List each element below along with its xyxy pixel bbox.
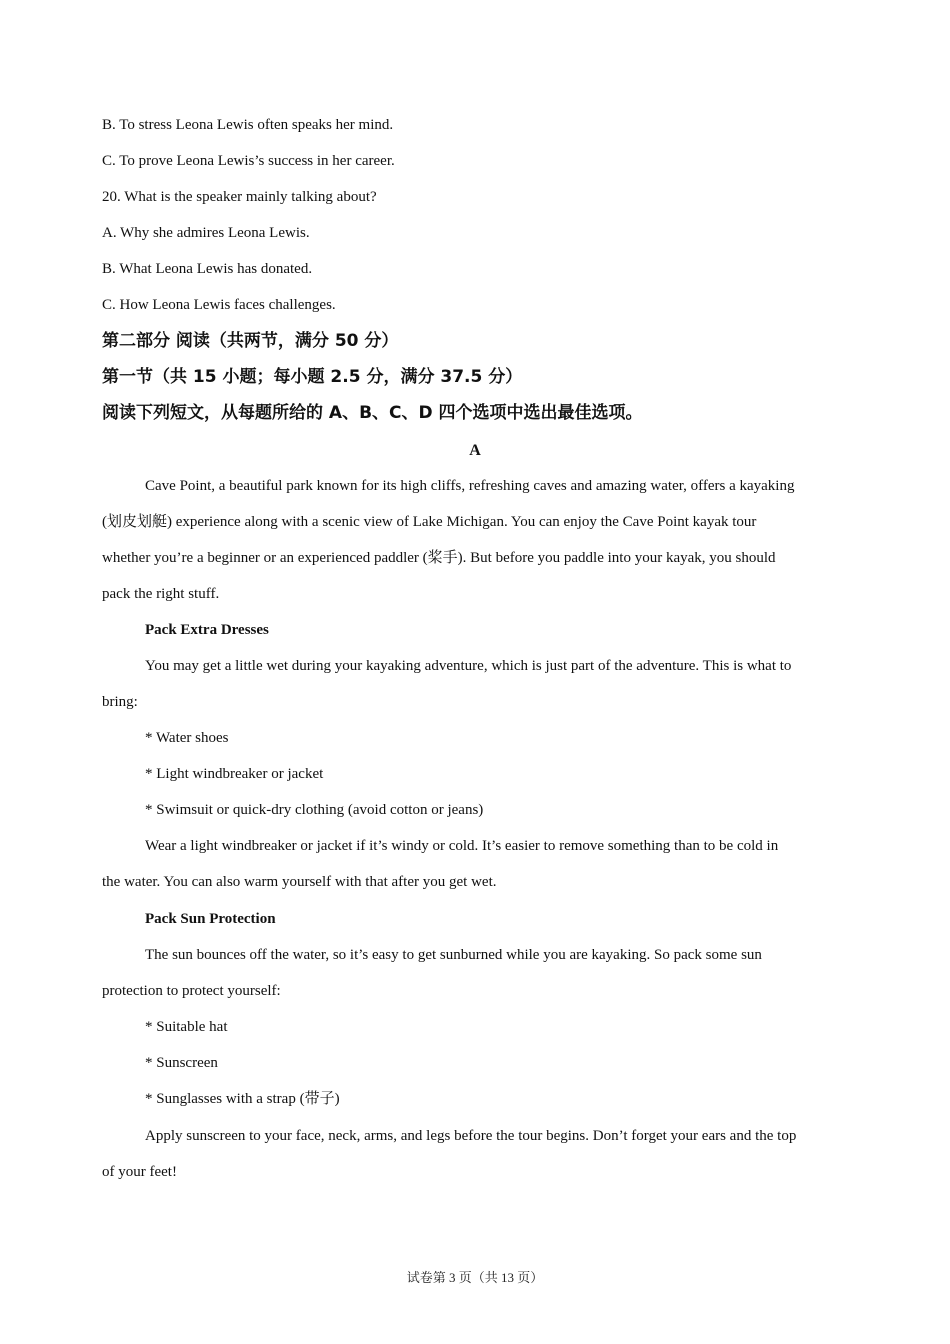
dresses-list-item: * Swimsuit or quick-dry clothing (avoid cotton or jeans) <box>145 802 484 818</box>
passage-intro-line: pack the right stuff. <box>102 586 220 602</box>
q20-option-a: A. Why she admires Leona Lewis. <box>102 225 310 241</box>
subheading-extra-dresses: Pack Extra Dresses <box>145 622 269 638</box>
sun-paragraph-line: protection to protect yourself: <box>102 983 281 999</box>
dresses-note-line: the water. You can also warm yourself with that after you get wet. <box>102 874 497 890</box>
sun-list-item: * Sunscreen <box>145 1055 218 1071</box>
sun-paragraph-line: The sun bounces off the water, so it’s easy to get sunburned while you are kayaking. So pack some sun <box>145 947 762 963</box>
q20-option-b: B. What Leona Lewis has donated. <box>102 261 313 277</box>
dresses-paragraph-line: You may get a little wet during your kayaking adventure, which is just part of the adventure. This is what to <box>145 658 792 674</box>
passage-label: A <box>469 442 481 459</box>
q20-option-c: C. How Leona Lewis faces challenges. <box>102 297 336 313</box>
q19-option-c: C. To prove Leona Lewis’s success in her career. <box>102 153 395 169</box>
section-title: 第一节（共 15 小题；每小题 2.5 分，满分 37.5 分） <box>102 367 523 387</box>
sun-note-line: Apply sunscreen to your face, neck, arms, and legs before the tour begins. Don’t forget your ears and the top <box>145 1128 797 1144</box>
reading-instruction: 阅读下列短文，从每题所给的 A、B、C、D 四个选项中选出最佳选项。 <box>102 403 643 423</box>
dresses-list-item: * Water shoes <box>145 730 229 746</box>
dresses-list-item: * Light windbreaker or jacket <box>145 766 324 782</box>
passage-intro-line: Cave Point, a beautiful park known for its high cliffs, refreshing caves and amazing water, offers a kayaking <box>145 478 795 494</box>
sun-list-item: * Sunglasses with a strap (带子) <box>145 1091 340 1107</box>
sun-note-line: of your feet! <box>102 1164 177 1180</box>
page-footer: 试卷第 3 页（共 13 页） <box>406 1270 544 1285</box>
passage-intro-line: (划皮划艇) experience along with a scenic view of Lake Michigan. You can enjoy the Cave Point kayak tour <box>102 514 757 530</box>
passage-intro-line: whether you’re a beginner or an experienced paddler (桨手). But before you paddle into your kayak, you should <box>102 550 776 566</box>
q19-option-b: B. To stress Leona Lewis often speaks her mind. <box>102 117 394 133</box>
sun-list-item: * Suitable hat <box>145 1019 228 1035</box>
dresses-note-line: Wear a light windbreaker or jacket if it’s windy or cold. It’s easier to remove something than to be cold in <box>145 838 779 854</box>
subheading-sun-protection: Pack Sun Protection <box>145 911 276 927</box>
part-title: 第二部分 阅读（共两节，满分 50 分） <box>102 331 399 351</box>
q20-stem: 20. What is the speaker mainly talking about? <box>102 189 377 205</box>
dresses-paragraph-line: bring: <box>102 694 138 710</box>
